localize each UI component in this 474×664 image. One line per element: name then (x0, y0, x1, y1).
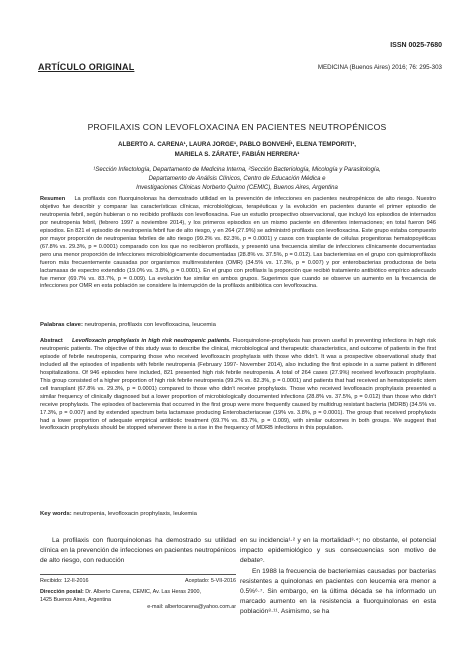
body-right-column (240, 536, 436, 618)
affiliations (38, 166, 436, 193)
keywords-en-text: neutropenia, levofloxacin prophylaxis, leukemia (73, 511, 197, 517)
footer-divider (40, 574, 236, 575)
affiliation-line-2: Departamento de Análisis Clínicos, Centro de Educación Médica e (148, 176, 326, 182)
received-date: Recibido: 12-II-2016 (40, 578, 89, 584)
abstract-title: Levofloxacin prophylaxis in high risk neutropenic patients. (71, 338, 231, 344)
keywords-es-text: neutropenia, profilaxis con levofloxacina, leucemia (84, 322, 216, 328)
address-line-2: 1425 Buenos Aires, Argentina (40, 596, 112, 603)
address-line-1: Dr. Alberto Carena, CEMIC, Av. Las Heras 2900, (85, 589, 201, 596)
footer-meta (40, 578, 236, 612)
resumen-text: La profilaxis con fluorquinolonas ha demostrado utilidad en la prevención de infecciones en pacientes neutropénicos de alto riesgo. Nuestro objetivo fue describir y comparar las características clínicas, microbiológicas, terapéuticas y la evolución en pacientes durante el primer episodio de neutropenia febril, según hubieran o no recibido profilaxis con levofloxacina. Fue un estudio prospectivo observacional, que incluyó los episodios de internados por neutropenia febril, (febrero 1997 a noviembre 2014), y los primeros episodios en un mismo paciente en diferentes internaciones; en total fueron 946 episodios. En 821 el episodio de neutropenia febril fue de alto riesgo, y en 264 (27.9%) se administró profilaxis con levofloxacina. Este grupo estaba compuesto por mayor proporción de neutropenias febriles de alto riesgo (99.2% vs. 82.3%, p = 0.0001) y casos con trasplante de células progenitoras hematopoyéticas (67.8% vs. 29.3%, p = 0.0001) comparado con los que no recibieron profilaxis, y presentó una frecuencia similar de infecciones clínicamente documentadas pero una menor proporción de infecciones microbiológicamente documentadas (28.8% vs. 37.5%, p = 0.012). Las bacteriemias en el grupo con quimioprofilaxis fueron más frecuentemente causadas por organismos multirresistentes (OMR) (34.5% vs. 17.3%, p = 0.007) y por enterobacterias productoras de beta lactamasas de espectro extendido (19.0% vs. 3.8%, p = 0.0001). En el grupo con profilaxis la proporción que recibió tratamiento antibiótico empírico adecuado fue menor (69.7% vs. 83.7%, p = 0.009). La evolución fue similar en ambos grupos. Sugerimos que cuando se observe un aumento en la frecuencia de infecciones por OMR en esta población se considere la interrupción de la profilaxis antibiótica con levofloxacina. (40, 196, 436, 290)
authors-line-1: ALBERTO A. CARENA¹, LAURA JORGE¹, PABLO BONVEHÍ¹, ELENA TEMPORITI¹, (118, 141, 356, 148)
issn: ISSN 0025-7680 (390, 42, 442, 49)
journal-citation: MEDICINA (Buenos Aires) 2016; 76: 295-303 (317, 64, 442, 71)
keywords-en (40, 511, 436, 517)
authors (38, 140, 436, 160)
body-left-paragraph (40, 536, 236, 567)
abstract-label: Abstract (40, 338, 63, 344)
body-right-paragraph-2: En 1988 la frecuencia de bacteriemias causadas por bacterias resistentes a quinolonas en pacientes con leucemia era menor a 0.5%⁶·⁷. Sin embargo, en la última década se ha informado un marcado aumento en la resistencia a fluorquinolonas en esta población⁸·¹¹. Asimismo, se ha (240, 567, 436, 616)
email: e-mail: albertocarena@yahoo.com.ar (147, 604, 236, 611)
affiliation-line-1: ¹Sección Infectología, Departamento de Medicina Interna, ²Sección Bacteriología, Micología y Parasitología, (93, 167, 381, 173)
abstract-block (40, 338, 436, 433)
authors-line-2: MARIELA S. ZÁRATE², FABIÁN HERRERA¹ (174, 151, 300, 158)
affiliation-line-3: Investigaciones Clínicas Norberto Quirno (CEMIC), Buenos Aires, Argentina (136, 185, 338, 191)
body-left-text: La profilaxis con fluorquinolonas ha demostrado su utilidad clínica en la prevención de infecciones en pacientes neutropénicos de alto riesgo, con reducción (40, 537, 236, 565)
abstract-text: Fluorquinolone-prophylaxis has proven useful in preventing infections in high risk neutropenic patients. The objective of this study was to describe the clinical, microbiological and therapeutic characteristics, and outcome of patients in the first episode of febrile neutropenia, comparing those who received levofloxacin prophylaxis with those who didn't. It was a prospective observational study that included all the episodes of inpatients with febrile neutropenia (February 1997- November 2014), also including the first episode in a same patient in different hospitalizations. Of 946 episodes here included, 821 presented high risk febrile neutropenia. A total of 264 cases (27.9%) received levofloxacin prophylaxis. This group consisted of a higher proportion of high risk febrile neutropenia (99.2% vs. 82.3%, p = 0.0001) and patients that had received an hematopoietic stem cell transplant (67.8% vs. 29.3%, p = 0.0001) compared to those who didn't receive prophylaxis. Those who received levofloxacin prophylaxis presented a similar frequency of clinically diagnosed but a lower proportion of microbiologically documented infections (28.8% vs. 37.5%, p = 0.012) than those who didn't receive prophylaxis. The episodes of bacteremia that occurred in the first group were more frequently caused by multidrug resistant bacteria (MDRB) (34.5% vs. 17.3%, p = 0.007) and by extended spectrum beta lactamase producing Enterobacteriaceae (19% vs. 3.8%, p = 0.0001). The group that received prophylaxis had a lower proportion of adequate empirical antibiotic treatment (69.7% vs. 83.7%, p = 0.009), with similar outcomes in both groups. We suggest that levofloxacin prophylaxis should be stopped whenever there is a rise in the frequency of MDRB infections in this population. (40, 338, 437, 432)
address-label: Dirección postal: (40, 589, 84, 596)
keywords-es (40, 322, 436, 328)
accepted-date: Aceptado: 5-VII-2016 (185, 578, 236, 584)
resumen-label: Resumen (40, 196, 66, 202)
article-title: PROFILAXIS CON LEVOFLOXACINA EN PACIENTES NEUTROPÉNICOS (87, 122, 387, 132)
keywords-en-label: Key words: (40, 511, 72, 517)
keywords-es-label: Palabras clave: (40, 322, 83, 328)
resumen-block (40, 196, 436, 291)
body-right-paragraph-1: en su incidencia¹·² y en la mortalidad³·⁴; no obstante, el potencial impacto epidemiológico y sus consecuencias son motivo de debate⁵. (240, 537, 436, 565)
section-label: ARTÍCULO ORIGINAL (38, 62, 135, 72)
